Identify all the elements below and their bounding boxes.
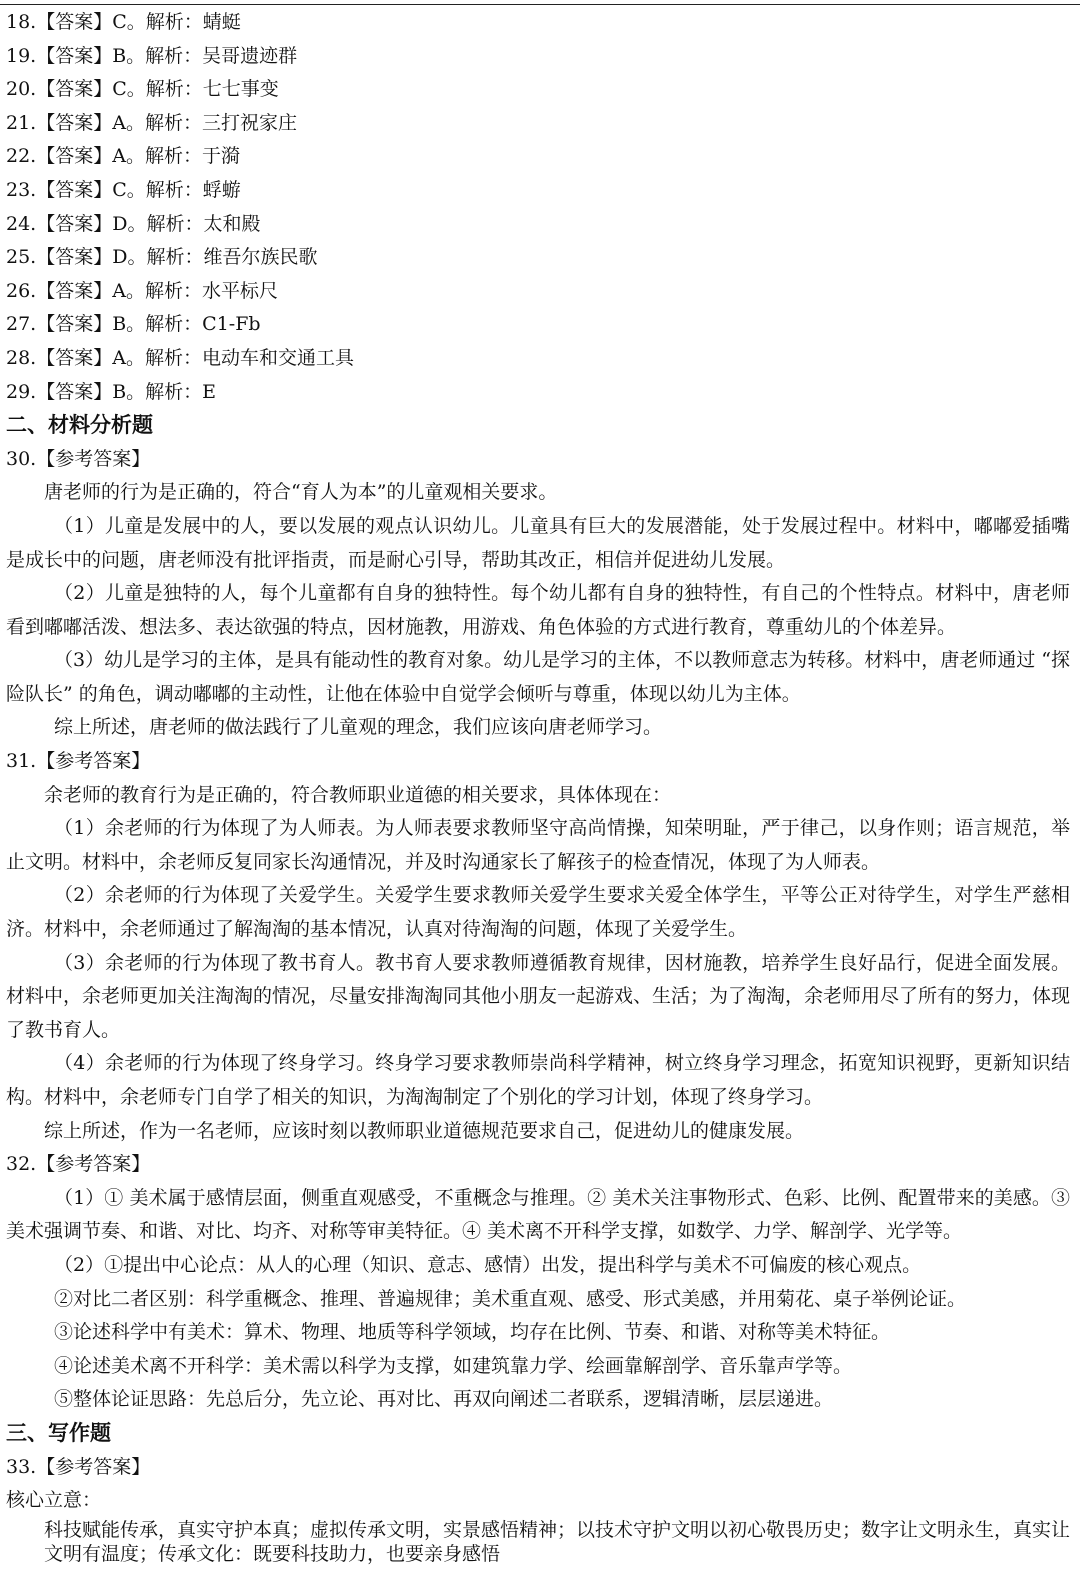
answer-line-21: 21.【答案】A。解析：三打祝家庄	[6, 111, 297, 134]
answer-line-27: 27.【答案】B。解析：C1-Fb	[6, 313, 261, 336]
top-rule	[0, 4, 1080, 5]
q31-point-3: （3）余老师的行为体现了教书育人。教书育人要求教师遵循教育规律，因材施教，培养学生良好品行，促进全面发展。材料中，余老师更加关注淘淘的情况，尽量安排淘淘同其他小朋友一起游戏、生活；为了淘淘，余老师用尽了所有的努力，体现了教书育人。	[6, 951, 1071, 1041]
q31-intro: 余老师的教育行为是正确的，符合教师职业道德的相关要求，具体体现在：	[44, 783, 672, 806]
q32-point-2-4: ④论述美术离不开科学：美术需以科学为支撑，如建筑靠力学、绘画靠解剖学、音乐靠声学等。	[54, 1354, 853, 1377]
answer-line-18: 18.【答案】C。解析：蜻蜓	[6, 11, 241, 33]
q30-point-1: （1）儿童是发展中的人，要以发展的观点认识幼儿。儿童具有巨大的发展潜能，处于发展过程中。材料中，嘟嘟爱插嘴是成长中的问题，唐老师没有批评指责，而是耐心引导，帮助其改正，相信并促进幼儿发展。	[6, 514, 1070, 571]
q30-intro: 唐老师的行为是正确的，符合“育人为本”的儿童观相关要求。	[44, 481, 558, 504]
q30-point-3: （3）幼儿是学习的主体，是具有能动性的教育对象。幼儿是学习的主体，不以教师意志为转移。材料中，唐老师通过 “探险队长” 的角色，调动嘟嘟的主动性，让他在体验中自觉学会倾听与尊重，体现以幼儿为主体。	[6, 649, 1070, 705]
answer-line-20: 20.【答案】C。解析：七七事变	[6, 78, 279, 101]
answer-line-23: 23.【答案】C。解析：蜉蝣	[6, 178, 241, 201]
q33-core-label: 核心立意：	[6, 1489, 102, 1512]
q32-point-1: （1）① 美术属于感情层面，侧重直观感受，不重概念与推理。② 美术关注事物形式、色彩、比例、配置带来的美感。③ 美术强调节奏、和谐、对比、均齐、对称等审美特征。④ 美术离不开科学支撑，如数学、力学、解剖学、光学等。	[6, 1186, 1070, 1243]
answer-line-28: 28.【答案】A。解析：电动车和交通工具	[6, 346, 354, 369]
q31-label: 31.【参考答案】	[6, 750, 151, 773]
answer-line-29: 29.【答案】B。解析：E	[6, 380, 217, 403]
q30-summary: 综上所述，唐老师的做法践行了儿童观的理念，我们应该向唐老师学习。	[54, 716, 663, 739]
q32-label: 32.【参考答案】	[6, 1153, 151, 1176]
q31-summary: 综上所述，作为一名老师，应该时刻以教师职业道德规范要求自己，促进幼儿的健康发展。	[44, 1119, 805, 1142]
answer-sheet	[6, 6, 1070, 1566]
answer-line-19: 19.【答案】B。解析：吴哥遗迹群	[6, 44, 298, 67]
q31-point-1: （1）余老师的行为体现了为人师表。为人师表要求教师坚守高尚情操，知荣明耻，严于律己，以身作则；语言规范，举止文明。材料中，余老师反复同家长沟通情况，并及时沟通家长了解孩子的检查情况，体现了为人师表。	[6, 817, 1070, 873]
answer-line-26: 26.【答案】A。解析：水平标尺	[6, 279, 278, 302]
q32-point-2-5: ⑤整体论证思路：先总后分，先立论、再对比、再双向阐述二者联系，逻辑清晰，层层递进。	[54, 1388, 834, 1411]
section-heading-material-analysis: 二、材料分析题	[6, 413, 153, 438]
answer-line-25: 25.【答案】D。解析：维吾尔族民歌	[6, 246, 318, 269]
q32-point-2-3: ③论述科学中有美术：算术、物理、地质等科学领域，均存在比例、节奏、和谐、对称等美术特征。	[54, 1321, 891, 1344]
q30-label: 30.【参考答案】	[6, 447, 151, 470]
q32-point-2-1: （2）①提出中心论点：从人的心理（知识、意志、感情）出发，提出科学与美术不可偏废的核心观点。	[54, 1253, 922, 1276]
section-heading-writing: 三、写作题	[6, 1420, 111, 1445]
q31-point-2: （2）余老师的行为体现了关爱学生。关爱学生要求教师关爱学生要求关爱全体学生，平等公正对待学生，对学生严慈相济。材料中，余老师通过了解淘淘的基本情况，认真对待淘淘的问题，体现了关爱学生。	[6, 884, 1070, 941]
q31-point-4: （4）余老师的行为体现了终身学习。终身学习要求教师崇尚科学精神，树立终身学习理念，拓宽知识视野，更新知识结构。材料中，余老师专门自学了相关的知识，为淘淘制定了个别化的学习计划，体现了终身学习。	[6, 1052, 1070, 1108]
answer-line-24: 24.【答案】D。解析：太和殿	[6, 212, 261, 235]
short-answer-list	[6, 6, 1070, 409]
answer-line-22: 22.【答案】A。解析：于漪	[6, 145, 240, 168]
q30-point-2: （2）儿童是独特的人，每个儿童都有自身的独特性。每个幼儿都有自身的独特性，有自己的个性特点。材料中，唐老师看到嘟嘟活泼、想法多、表达欲强的特点，因材施教，用游戏、角色体验的方式进行教育，尊重幼儿的个体差异。	[6, 582, 1070, 638]
q33-core-text: 科技赋能传承，真实守护本真；虚拟传承文明，实景感悟精神；以技术守护文明以初心敬畏历史；数字让文明永生，真实让文明有温度；传承文化：既要科技助力，也要亲身感悟	[44, 1518, 1071, 1565]
q33-label: 33.【参考答案】	[6, 1455, 151, 1478]
q32-point-2-2: ②对比二者区别：科学重概念、推理、普遍规律；美术重直观、感受、形式美感，并用菊花、桌子举例论证。	[54, 1287, 967, 1310]
